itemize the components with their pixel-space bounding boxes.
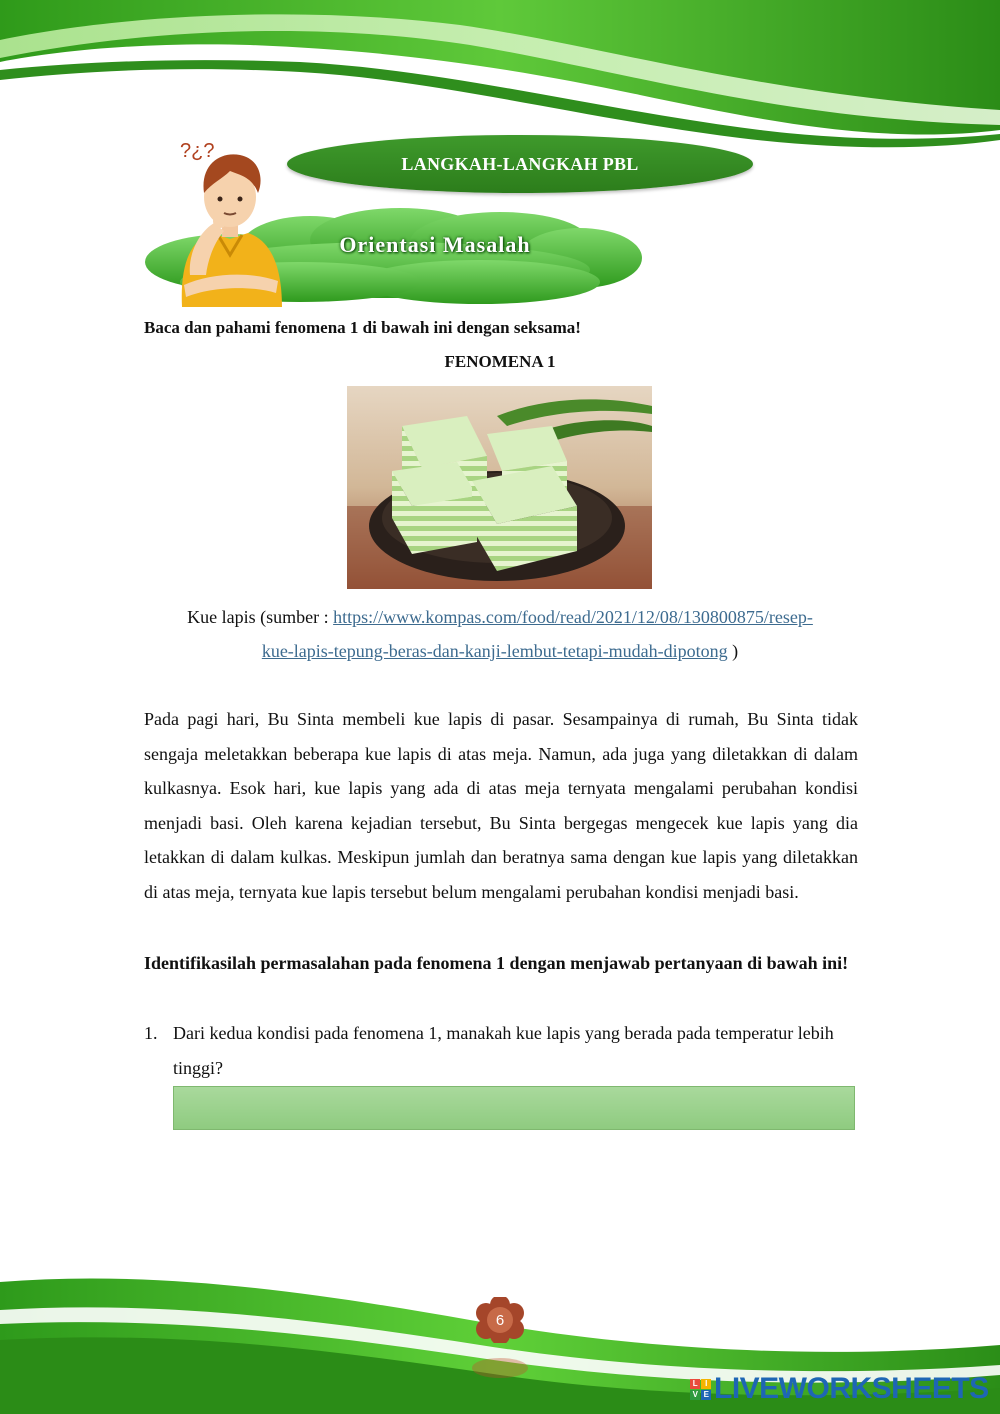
answer-input[interactable] [173,1086,855,1130]
thinking-person-icon [170,135,290,307]
question-text: Dari kedua kondisi pada fenomena 1, manakah kue lapis yang berada pada temperatur lebih tinggi? [173,1023,834,1078]
instruction-text: Baca dan pahami fenomena 1 di bawah ini dengan seksama! [144,318,581,337]
caption-prefix: Kue lapis (sumber : [187,607,334,627]
steps-banner-label: LANGKAH-LANGKAH PBL [401,153,639,174]
page-number-badge [476,1297,524,1343]
caption-suffix: ) [727,641,739,661]
section-title: Orientasi Masalah [339,232,531,257]
steps-banner [287,135,753,193]
source-link-line2: kue-lapis-tepung-beras-dan-kanji-lembut-tetapi-mudah-dipotong [261,641,728,661]
liveworksheets-logo [690,1372,989,1406]
phenomenon-title: FENOMENA 1 [444,352,556,371]
page-number: 6 [495,1311,505,1329]
question-number: 1. [144,1023,158,1043]
kue-lapis-photo [347,386,652,589]
question-marks: ?¿? [180,140,215,162]
logo-text: LIVEWORKSHEETS [714,1372,989,1405]
logo-blocks-icon: L I V E [690,1379,711,1400]
photo-caption [140,600,860,668]
source-link-line1: https://www.kompas.com/food/read/2021/12/08/130800875/resep- [333,607,813,627]
question-heading: Identifikasilah permasalahan pada fenomena 1 dengan menjawab pertanyaan di bawah ini! [144,953,849,973]
phenomenon-paragraph: Pada pagi hari, Bu Sinta membeli kue lapis di pasar. Sesampainya di rumah, Bu Sinta tidak sengaja meletakkan beberapa kue lapis di atas meja. Namun, ada juga yang diletakkan di dalam kulkasnya. Esok hari, kue lapis yang ada di atas meja ternyata mengalami perubahan kondisi menjadi basi. Oleh karena kejadian tersebut, Bu Sinta bergegas mengecek kue lapis yang dia letakkan di dalam kulkas. Meskipun jumlah dan beratnya sama dengan kue lapis yang diletakkan di atas meja, ternyata kue lapis tersebut belum mengalami perubahan kondisi menjadi basi. [144,709,858,902]
